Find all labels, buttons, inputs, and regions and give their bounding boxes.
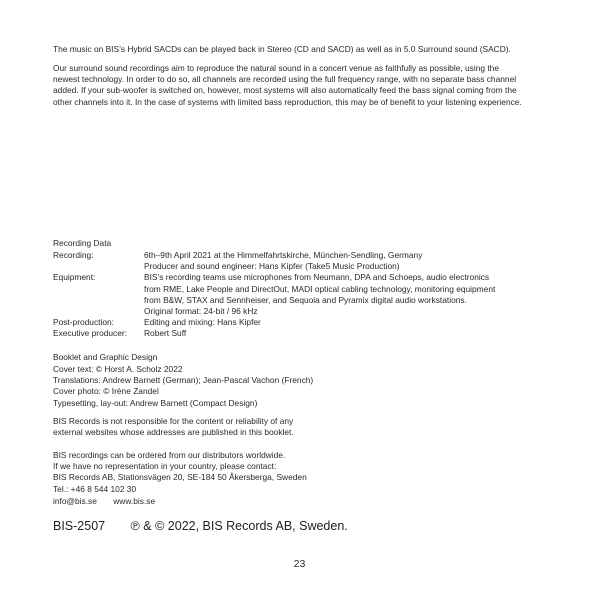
disclaimer-text <box>53 416 294 438</box>
equipment-row <box>53 272 553 317</box>
booklet-credit-line: Typesetting, lay-out: Andrew Barnett (Compact Design) <box>53 397 258 408</box>
intro-paragraph-2-line: added. If your sub-woofer is switched on, however, most systems will also automatically feed the bass signal coming from the <box>53 85 517 96</box>
executive-producer-value <box>144 328 553 339</box>
disclaimer-line: external websites whose addresses are published in this booklet. <box>53 427 294 438</box>
recording-value <box>144 250 553 272</box>
intro-paragraph-2 <box>53 63 563 108</box>
booklet-credits <box>53 364 313 409</box>
disclaimer-line: BIS Records is not responsible for the content or reliability of any <box>53 416 294 426</box>
copyright-notice: ℗ & © 2022, BIS Records AB, Sweden. <box>130 519 348 533</box>
distribution-line: If we have no representation in your country, please contact: <box>53 461 277 472</box>
booklet-design-heading: Booklet and Graphic Design <box>53 352 158 362</box>
copyright-footer <box>53 518 348 534</box>
distribution-line: BIS recordings can be ordered from our distributors worldwide. <box>53 450 286 460</box>
email-link[interactable]: info@bis.se <box>53 496 97 506</box>
equipment-value-line: from RME, Lake People and DirectOut, MADI optical cabling technology, monitoring equipment <box>144 283 496 294</box>
intro-paragraph-1: The music on BIS’s Hybrid SACDs can be played back in Stereo (CD and SACD) as well as in 5.0 Surround sound (SACD). <box>53 44 511 54</box>
executive-producer-value-line: Robert Suff <box>144 328 187 339</box>
recording-label: Recording: <box>53 250 94 260</box>
distribution-line: Tel.: +46 8 544 102 30 <box>53 483 137 494</box>
post-production-label: Post-production: <box>53 317 114 328</box>
post-production-row <box>53 317 553 328</box>
distribution-line: BIS Records AB, Stationsvägen 20, SE-184 50 Åkersberga, Sweden <box>53 472 307 483</box>
intro-paragraph-2-line: newest technology. In order to do so, all channels are recorded using the full frequency range, with no separate bass channel <box>53 74 517 85</box>
intro-paragraph-2-line: Our surround sound recordings aim to reproduce the natural sound in a concert venue as faithfully as possible, using the <box>53 63 499 73</box>
recording-value-line: 6th–9th April 2021 at the Himmelfahrtskirche, München-Sendling, Germany <box>144 250 423 260</box>
executive-producer-row <box>53 328 553 339</box>
catalog-number: BIS-2507 <box>53 519 106 533</box>
booklet-credit-line: Cover photo: © Irène Zandel <box>53 386 159 397</box>
booklet-credit-line: Cover text: © Horst A. Scholz 2022 <box>53 364 183 374</box>
equipment-value-line: Original format: 24-bit / 96 kHz <box>144 306 258 317</box>
contact-links <box>53 496 169 507</box>
website-link[interactable]: www.bis.se <box>113 496 156 506</box>
distribution-info <box>53 450 307 495</box>
post-production-value <box>144 317 553 328</box>
recording-row <box>53 250 553 272</box>
recording-data-heading: Recording Data <box>53 238 112 248</box>
page-number: 23 <box>293 558 306 570</box>
executive-producer-label: Executive producer: <box>53 328 128 339</box>
intro-paragraph-2-line: other channels into it. In the case of systems with limited bass reproduction, this may be of benefit to your listening experience. <box>53 96 522 107</box>
booklet-credit-line: Translations: Andrew Barnett (German); Jean-Pascal Vachon (French) <box>53 375 314 386</box>
equipment-value <box>144 272 553 317</box>
recording-value-line: Producer and sound engineer: Hans Kipfer (Take5 Music Production) <box>144 261 400 272</box>
recording-data-table <box>53 250 553 340</box>
post-production-value-line: Editing and mixing: Hans Kipfer <box>144 317 261 328</box>
equipment-label: Equipment: <box>53 272 96 283</box>
equipment-value-line: BIS’s recording teams use microphones from Neumann, DPA and Schoeps, audio electronics <box>144 272 490 283</box>
equipment-value-line: from B&W, STAX and Sennheiser, and Sequoia and Pyramix digital audio workstations. <box>144 294 467 305</box>
